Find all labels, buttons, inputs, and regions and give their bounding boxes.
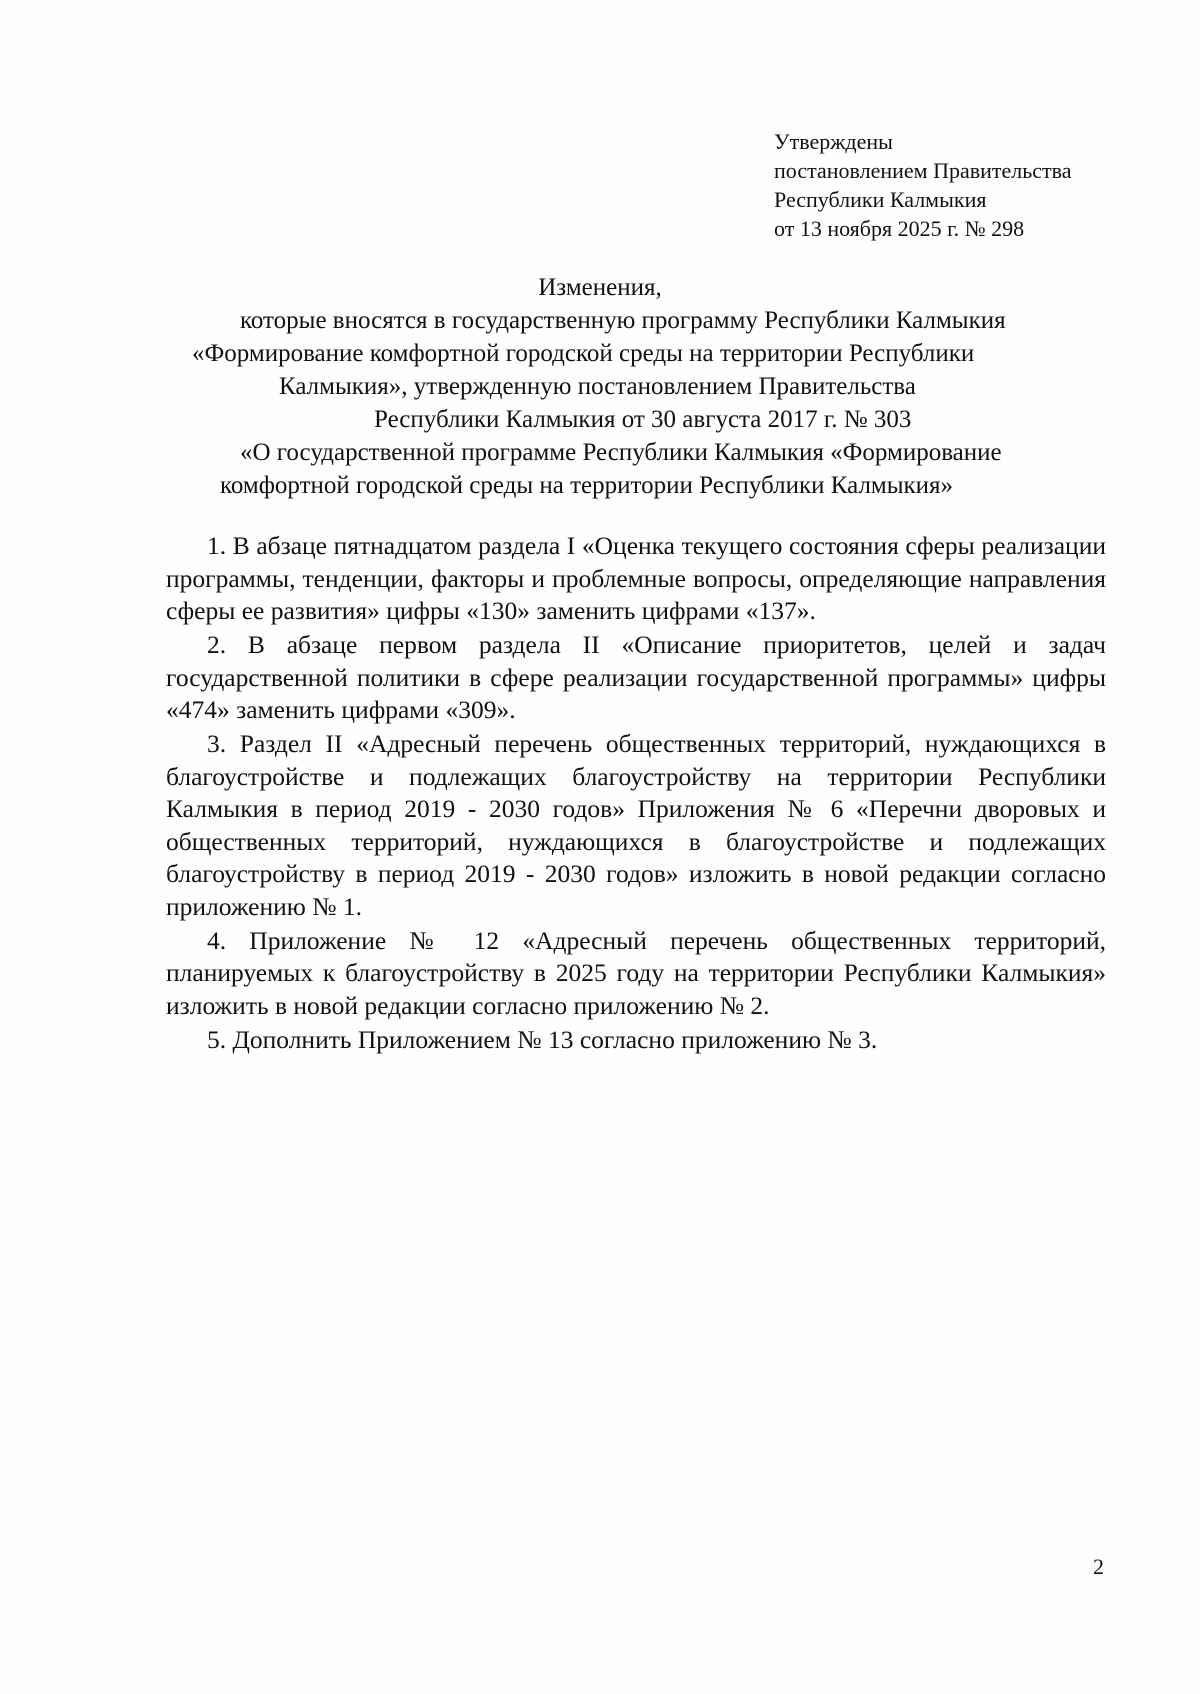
approval-line-3: Республики Калмыкия [774, 187, 987, 212]
amendment-item-4: 4. Приложение № 12 «Адресный перечень общественных территорий, планируемых к благоустройству в 2025 году на территории Республики Калмыкия» изложить в новой редакции согласно приложению № 2. [166, 925, 1106, 1020]
title-line-1: которые вносятся в государственную программу Республики Калмыкия [240, 307, 1006, 334]
page-number: 2 [1093, 1554, 1104, 1579]
title-line-4: Республики Калмыкия от 30 августа 2017 г. № 303 [374, 406, 912, 433]
title-line-5: «О государственной программе Республики Калмыкия «Формирование [240, 439, 1002, 466]
approval-line-2: постановлением Правительства [774, 158, 1072, 183]
title-line-2: «Формирование комфортной городской среды на территории Республики [192, 340, 975, 367]
amendment-item-5: 5. Дополнить Приложением № 13 согласно приложению № 3. [207, 1024, 878, 1054]
title-line-6: комфортной городской среды на территории Республики Калмыкия» [220, 472, 954, 499]
amendments-list [166, 530, 1106, 1058]
title-line-3: Калмыкия», утвержденную постановлением Правительства [279, 373, 916, 400]
amendment-item-2: 2. В абзаце первом раздела II «Описание приоритетов, целей и задач государственной политики в сфере реализации государственной программы» цифры «474» заменить цифрами «309». [166, 630, 1106, 724]
document-heading: Изменения, [538, 274, 662, 301]
amendment-item-3: 3. Раздел II «Адресный перечень общественных территорий, нуждающихся в благоустройстве и подлежащих благоустройству на территории Республики Калмыкия в период 2019 - 2030 годов» Приложения № 6 «Перечни дворовых и общественных территорий, нуждающихся в благоустройстве и подлежащих благоустройству в период 2019 - 2030 годов» изложить в новой редакции согласно приложению № 1. [166, 729, 1106, 921]
amendment-item-1: 1. В абзаце пятнадцатом раздела I «Оценка текущего состояния сферы реализации программы, тенденции, факторы и проблемные вопросы, определяющие направления сферы ее развития» цифры «130» заменить цифрами «137». [166, 531, 1106, 625]
approval-line-4: от 13 ноября 2025 г. № 298 [774, 216, 1025, 241]
approval-stamp [774, 127, 1072, 243]
approval-line-1: Утверждены [774, 129, 893, 154]
